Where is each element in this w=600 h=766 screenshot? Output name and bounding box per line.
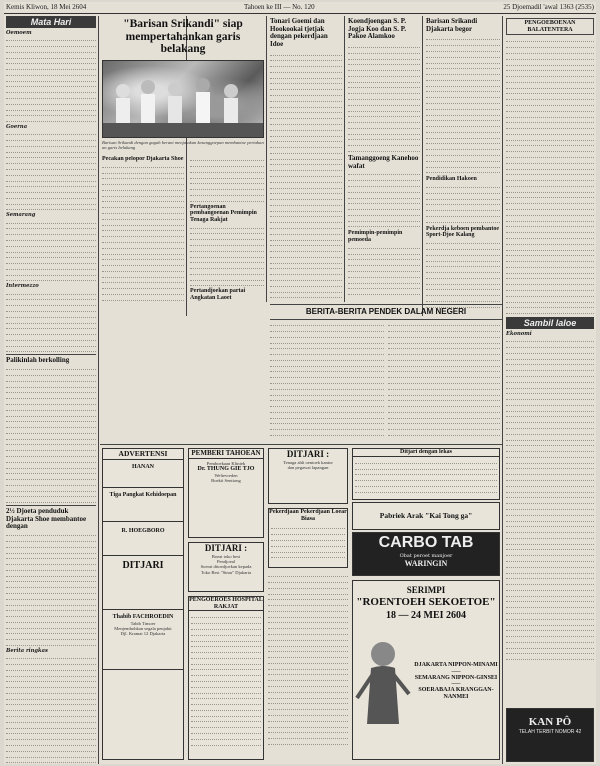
srikandi-begor-body <box>426 35 500 173</box>
pemberi-line-1: Pemboekaan Kliniek <box>206 461 246 466</box>
thabib-ad: Thabib FACHROEDIN <box>112 614 174 620</box>
berita-pendek-banner: BERITA-BERITA PENDEK DALAM NEGERI <box>305 307 467 316</box>
semarang-body <box>6 218 96 281</box>
column-3-text <box>190 156 264 202</box>
crowd-illustration <box>103 61 263 137</box>
pemimpin-body <box>348 244 420 295</box>
oemoem-heading: Oemoem <box>6 30 32 36</box>
masthead-issue: Tahoen ke III — No. 120 <box>244 3 315 11</box>
ditjari-dengan-lekas-ad <box>352 448 500 500</box>
hoegboro-ad: R. HOEGBORO <box>121 528 165 534</box>
tiga-pangkat-ad: Tiga Pangkat Kehidoepan <box>109 492 177 498</box>
goerna-heading: Goerna <box>6 124 28 131</box>
cinema-semarang: SEMARANG NIPPON-GINSEI <box>414 674 498 681</box>
kalang-headline: Pekerdja keboen pembantoe Sport-Djoe Kalang <box>426 225 499 239</box>
pekerdjaan-ad <box>268 508 348 568</box>
intermezzo-body <box>6 289 96 352</box>
masthead <box>4 2 596 14</box>
pembangoenan-headline: Pertangoenan pembangoenan Pemimpin Tenaga Rakjat <box>190 203 257 223</box>
ekonomi-body <box>506 337 594 660</box>
kan-po-ad <box>506 708 594 762</box>
ditjari-2-line-1: Tenaga ahli oentoek kantor <box>283 460 333 465</box>
srikandi-begor-headline: Barisan Srikandi Djakarta begor <box>426 18 478 33</box>
column-6 <box>426 18 500 314</box>
pengoeboenan-body <box>506 37 594 314</box>
masthead-date: Kemis Kliwon, 18 Mei 2604 <box>6 3 87 11</box>
fabriek-ad <box>352 502 500 530</box>
berita-pendek-col-b <box>388 321 500 441</box>
ditjari-2-line-2: dan pegawai lapangan <box>287 465 329 471</box>
djoeta-headline: 2½ Djoeta penduduk Djakarta Shoe membantoe dengan <box>6 507 87 531</box>
berita-ringkas-body <box>6 654 96 764</box>
berita-pendek-col-a <box>270 321 384 441</box>
pertandjoekan-headline: Pertandjoekan partai Angkatan Laoet <box>190 288 246 302</box>
ditjari-1-line-4: Toko Besi "Sinar" Djakarta <box>200 569 252 575</box>
fabriek-title: Pabriek Arak "Kai Tong ga" <box>379 511 473 520</box>
carbo-sub: Obat peroet manjoer <box>399 553 453 559</box>
oemoem-body <box>6 36 96 122</box>
intermezzo-heading: Intermezzo <box>6 283 39 290</box>
palikinlah-headline: Palikinlah berkolling <box>6 356 70 365</box>
waringin-title: WARINGIN <box>404 559 448 568</box>
pekerdjaan-title: Pekerdjaan Pekerdjaan Loear Biasa <box>269 509 347 522</box>
petisi-headline: Pecakan pelopor Djakarta Shoe <box>102 156 184 162</box>
srikandi-main-headline: "Barisan Srikandi" siap mempertahankan garis belakang <box>123 18 243 55</box>
carbo-tab-ad <box>352 532 500 576</box>
cinema-list: DJAKARTA NIPPON-MINAMI ─── SEMARANG NIPPON-GINSEI ─── SOERABAJA KRANGGAN-NANMEI <box>414 662 498 700</box>
pemimpin-headline: Pemimpin-pemimpin pemoeda <box>348 230 403 244</box>
hanan-ad: HANAN <box>132 464 154 470</box>
pemberi-line-4: Boekit Sentiong <box>211 478 241 483</box>
photo-caption-main: Barisan Srikandi dengan gagah berani menjatakan kesanggoepan membantoe pertahanan garis belakang <box>102 140 264 151</box>
koendjoengan-body <box>348 43 420 152</box>
ditjari-dengan-title: Ditjari dengan lekas <box>353 449 499 457</box>
semarang-heading: Semarang <box>6 212 36 219</box>
column-3 <box>190 156 264 302</box>
pemberi-line-3: Weltevreden <box>214 472 238 478</box>
goerna-body <box>6 130 96 210</box>
pengoeroes-title: PENGOEROES HOSPITAL RAKJAT <box>189 597 263 610</box>
ditjari-title-2: DITJARI : <box>286 449 330 459</box>
pemberi-line-2: Dr. THUNG GIE TJO <box>197 466 255 473</box>
column-4 <box>270 18 342 302</box>
pengoeboenan-headline: PENGOEBOENAN BALATENTERA <box>506 18 594 35</box>
cinema-djakarta: DJAKARTA NIPPON-MINAMI <box>414 662 498 668</box>
serimpi-title: SERIMPI <box>406 585 446 595</box>
ditjari-ad-1 <box>188 542 264 592</box>
pemberi-tahoean-ad <box>188 448 264 538</box>
tamangaeng-headline: Tamanggoeng Kanehoo wafat <box>348 154 419 170</box>
tonari-headline: Tonari Goemi dan Hookookai tjetjak dengan pekerdjaan Idoe <box>270 18 328 48</box>
pendidikan-headline: Pendidikan Hakoen <box>426 176 477 183</box>
column-5 <box>348 18 420 302</box>
advertensi-header: ADVERTENSI <box>103 449 183 460</box>
ditjari-title-1: DITJARI : <box>204 543 248 553</box>
kalang-body <box>426 239 500 308</box>
ditjari-big-ad: DITJARI <box>122 560 164 571</box>
roentoeh-dates: 18 — 24 MEI 2604 <box>386 610 466 621</box>
tabib-line-3: Djl. Kramat 12 Djakarta <box>120 631 166 636</box>
classified-listing <box>268 572 348 760</box>
tabib-line-2: Menjembohkan segala penjakit <box>114 625 172 631</box>
kan-po-sub: TELAH TERBIT NOMOR 42 <box>518 729 582 735</box>
tabib-line-1: Tabib Timoer <box>130 620 156 626</box>
mata-hari-banner: Mata Hari <box>6 16 96 28</box>
roentoeh-title: "ROENTOEH SEKOETOE" <box>356 596 496 608</box>
ditjari-ad-2 <box>268 448 348 504</box>
tamangaeng-body <box>348 170 420 227</box>
pengoeroes-body <box>189 611 263 748</box>
palikinlah-body <box>6 365 96 503</box>
ekonomi-heading: Ekonomi <box>506 331 532 338</box>
djoeta-body <box>6 531 96 646</box>
cinema-soerabaja: SOERABAJA KRANGGAN-NANMEI <box>418 687 494 700</box>
carbo-title: CARBO TAB <box>378 534 474 551</box>
masthead-hijri-date: 25 Djoemadil 'awal 1363 (2535) <box>503 3 594 11</box>
ditjari-1-line-3: Soerat ditoedjoekan kepada <box>200 564 252 570</box>
kan-po-title: KAN PÔ <box>528 716 572 728</box>
ditjari-1-line-1: Boeat toko besi <box>211 554 241 559</box>
srikandi-photo <box>102 60 264 138</box>
tonari-body <box>270 50 342 302</box>
berita-ringkas-heading: Berita ringkas <box>6 648 48 655</box>
koendjoengan-headline: Koendjoengan S. P. Jogja Koo dan S. P. Pakoe Alamkoo <box>348 18 407 41</box>
advertensi-column <box>102 448 184 760</box>
column-1 <box>6 16 96 764</box>
ditjari-1-line-2: Pendjoeal <box>216 559 236 565</box>
petisi-body <box>102 163 184 301</box>
column-7 <box>506 18 594 764</box>
column-2 <box>102 156 184 302</box>
sambil-laloe-banner: Sambil laloe <box>506 317 594 329</box>
srikandi-headline-box <box>102 18 264 60</box>
pengoeroes-ad <box>188 596 264 760</box>
pendidikan-body <box>426 183 500 223</box>
pembangoenan-body <box>190 223 264 286</box>
pemberi-tahoean-title: PEMBERI TAHOEAN <box>189 449 263 459</box>
newspaper-page <box>4 2 596 764</box>
